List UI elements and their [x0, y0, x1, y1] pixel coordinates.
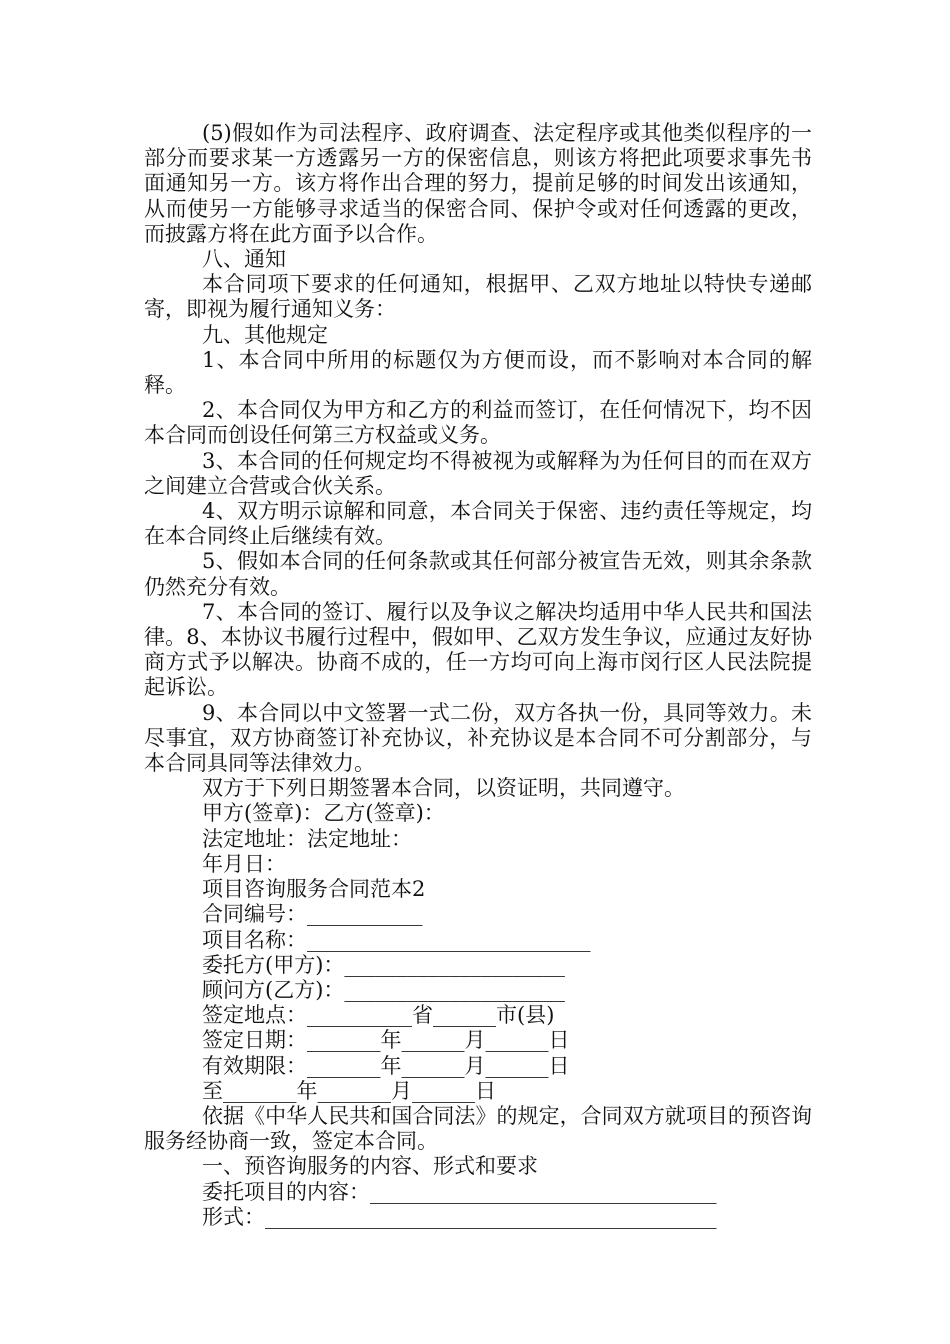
client-party-line: 委托方(甲方)：_____________________	[202, 952, 565, 977]
signing-date-line: 签定日期：_______年______月______日	[202, 1028, 570, 1053]
paragraph-provision-4: 4、双方明示谅解和同意，本合同关于保密、违约责任等规定，均在本合同终止后继续有效。	[144, 499, 812, 549]
form-line: 形式：___________________________________________	[202, 1204, 717, 1229]
paragraph-provision-7-8: 7、本合同的签订、履行以及争议之解决均适用中华人民共和国法律。8、本协议书履行过程中，假如甲、乙双方发生争议，应通过友好协商方式予以解决。协商不成的，任一方均可向上海市闵行区人民法院提起诉讼。	[144, 599, 812, 700]
paragraph-provision-1: 1、本合同中所用的标题仅为方便而设，而不影响对本合同的解释。	[144, 347, 812, 398]
signature-parties-line: 甲方(签章)：乙方(签章)：	[202, 801, 445, 826]
validity-end-line: 至_______年_______月______日	[202, 1078, 496, 1103]
legal-address-line: 法定地址：法定地址：	[202, 826, 412, 851]
section-heading-notice: 八、通知	[202, 247, 286, 272]
template-title: 项目咨询服务合同范本2	[202, 877, 426, 902]
signing-place-line: 签定地点：__________省______市(县)	[202, 1003, 555, 1028]
date-line: 年月日：	[202, 851, 286, 876]
paragraph-basis: 依据《中华人民共和国合同法》的规定，合同双方就项目的预咨询服务经协商一致，签定本合同。	[144, 1103, 812, 1154]
section-heading-other-provisions: 九、其他规定	[202, 322, 328, 347]
paragraph-provision-3: 3、本合同的任何规定均不得被视为或解释为为任何目的而在双方之间建立合营或合伙关系。	[144, 448, 812, 498]
consultant-party-line: 顾问方(乙方)：_____________________	[202, 977, 565, 1002]
contract-number-line: 合同编号：___________	[202, 902, 423, 927]
paragraph-provision-2: 2、本合同仅为甲方和乙方的利益而签订，在任何情况下，均不因本合同而创设任何第三方权益或义务。	[144, 398, 812, 448]
project-name-line: 项目名称：___________________________	[202, 927, 591, 952]
validity-period-line: 有效期限：_______年______月______日	[202, 1053, 570, 1078]
section-heading-service-content: 一、预咨询服务的内容、形式和要求	[202, 1154, 538, 1179]
document-body	[144, 121, 812, 1230]
paragraph-confidentiality-5: (5)假如作为司法程序、政府调查、法定程序或其他类似程序的一部分而要求某一方透露另一方的保密信息，则该方将把此项要求事先书面通知另一方。该方将作出合理的努力，提前足够的时间发出该通知，从而使另一方能够寻求适当的保密合同、保护令或对任何透露的更改，而披露方将在此方面予以合作。	[144, 121, 812, 246]
paragraph-notice: 本合同项下要求的任何通知，根据甲、乙双方地址以特快专递邮寄，即视为履行通知义务：	[144, 272, 812, 322]
paragraph-signing-statement: 双方于下列日期签署本合同，以资证明，共同遵守。	[202, 776, 685, 801]
project-content-line: 委托项目的内容：_________________________________	[202, 1179, 717, 1204]
paragraph-provision-5: 5、假如本合同的任何条款或其任何部分被宣告无效，则其余条款仍然充分有效。	[144, 549, 812, 599]
paragraph-provision-9: 9、本合同以中文签署一式二份，双方各执一份，具同等效力。未尽事宜，双方协商签订补充协议，补充协议是本合同不可分割部分，与本合同具同等法律效力。	[144, 700, 812, 776]
